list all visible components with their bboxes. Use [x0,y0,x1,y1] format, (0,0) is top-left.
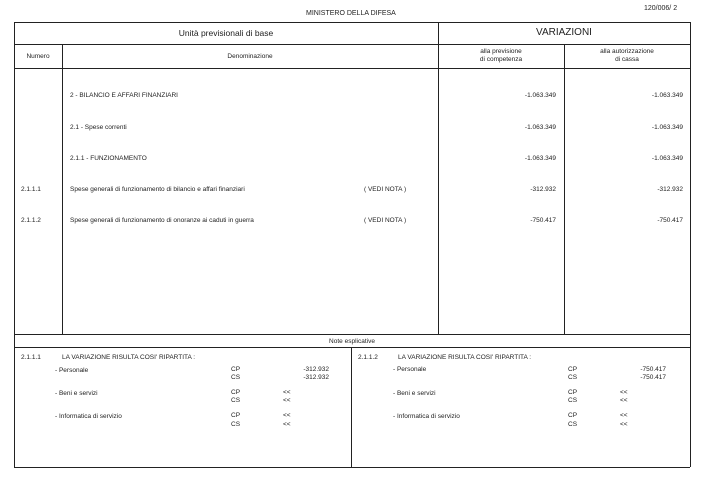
unita-previsionali-header: Unità previsionali di base [178,28,274,38]
denominazione-column-header: Denominazione [227,53,273,60]
variazioni-header: VARIAZIONI [536,27,592,38]
ministry-title: MINISTERO DELLA DIFESA [306,10,396,17]
numero-column-header: Numero [26,53,50,60]
document-code: 120/006/ 2 [644,5,678,12]
notes-title: Note esplicative [329,338,375,345]
competenza-column-header: alla previsione di competenza [479,48,523,63]
vedi-nota-label: ( VEDI NOTA ) [364,217,407,224]
vedi-nota-label: ( VEDI NOTA ) [364,186,407,193]
cassa-column-header: alla autorizzazione di cassa [600,48,654,63]
